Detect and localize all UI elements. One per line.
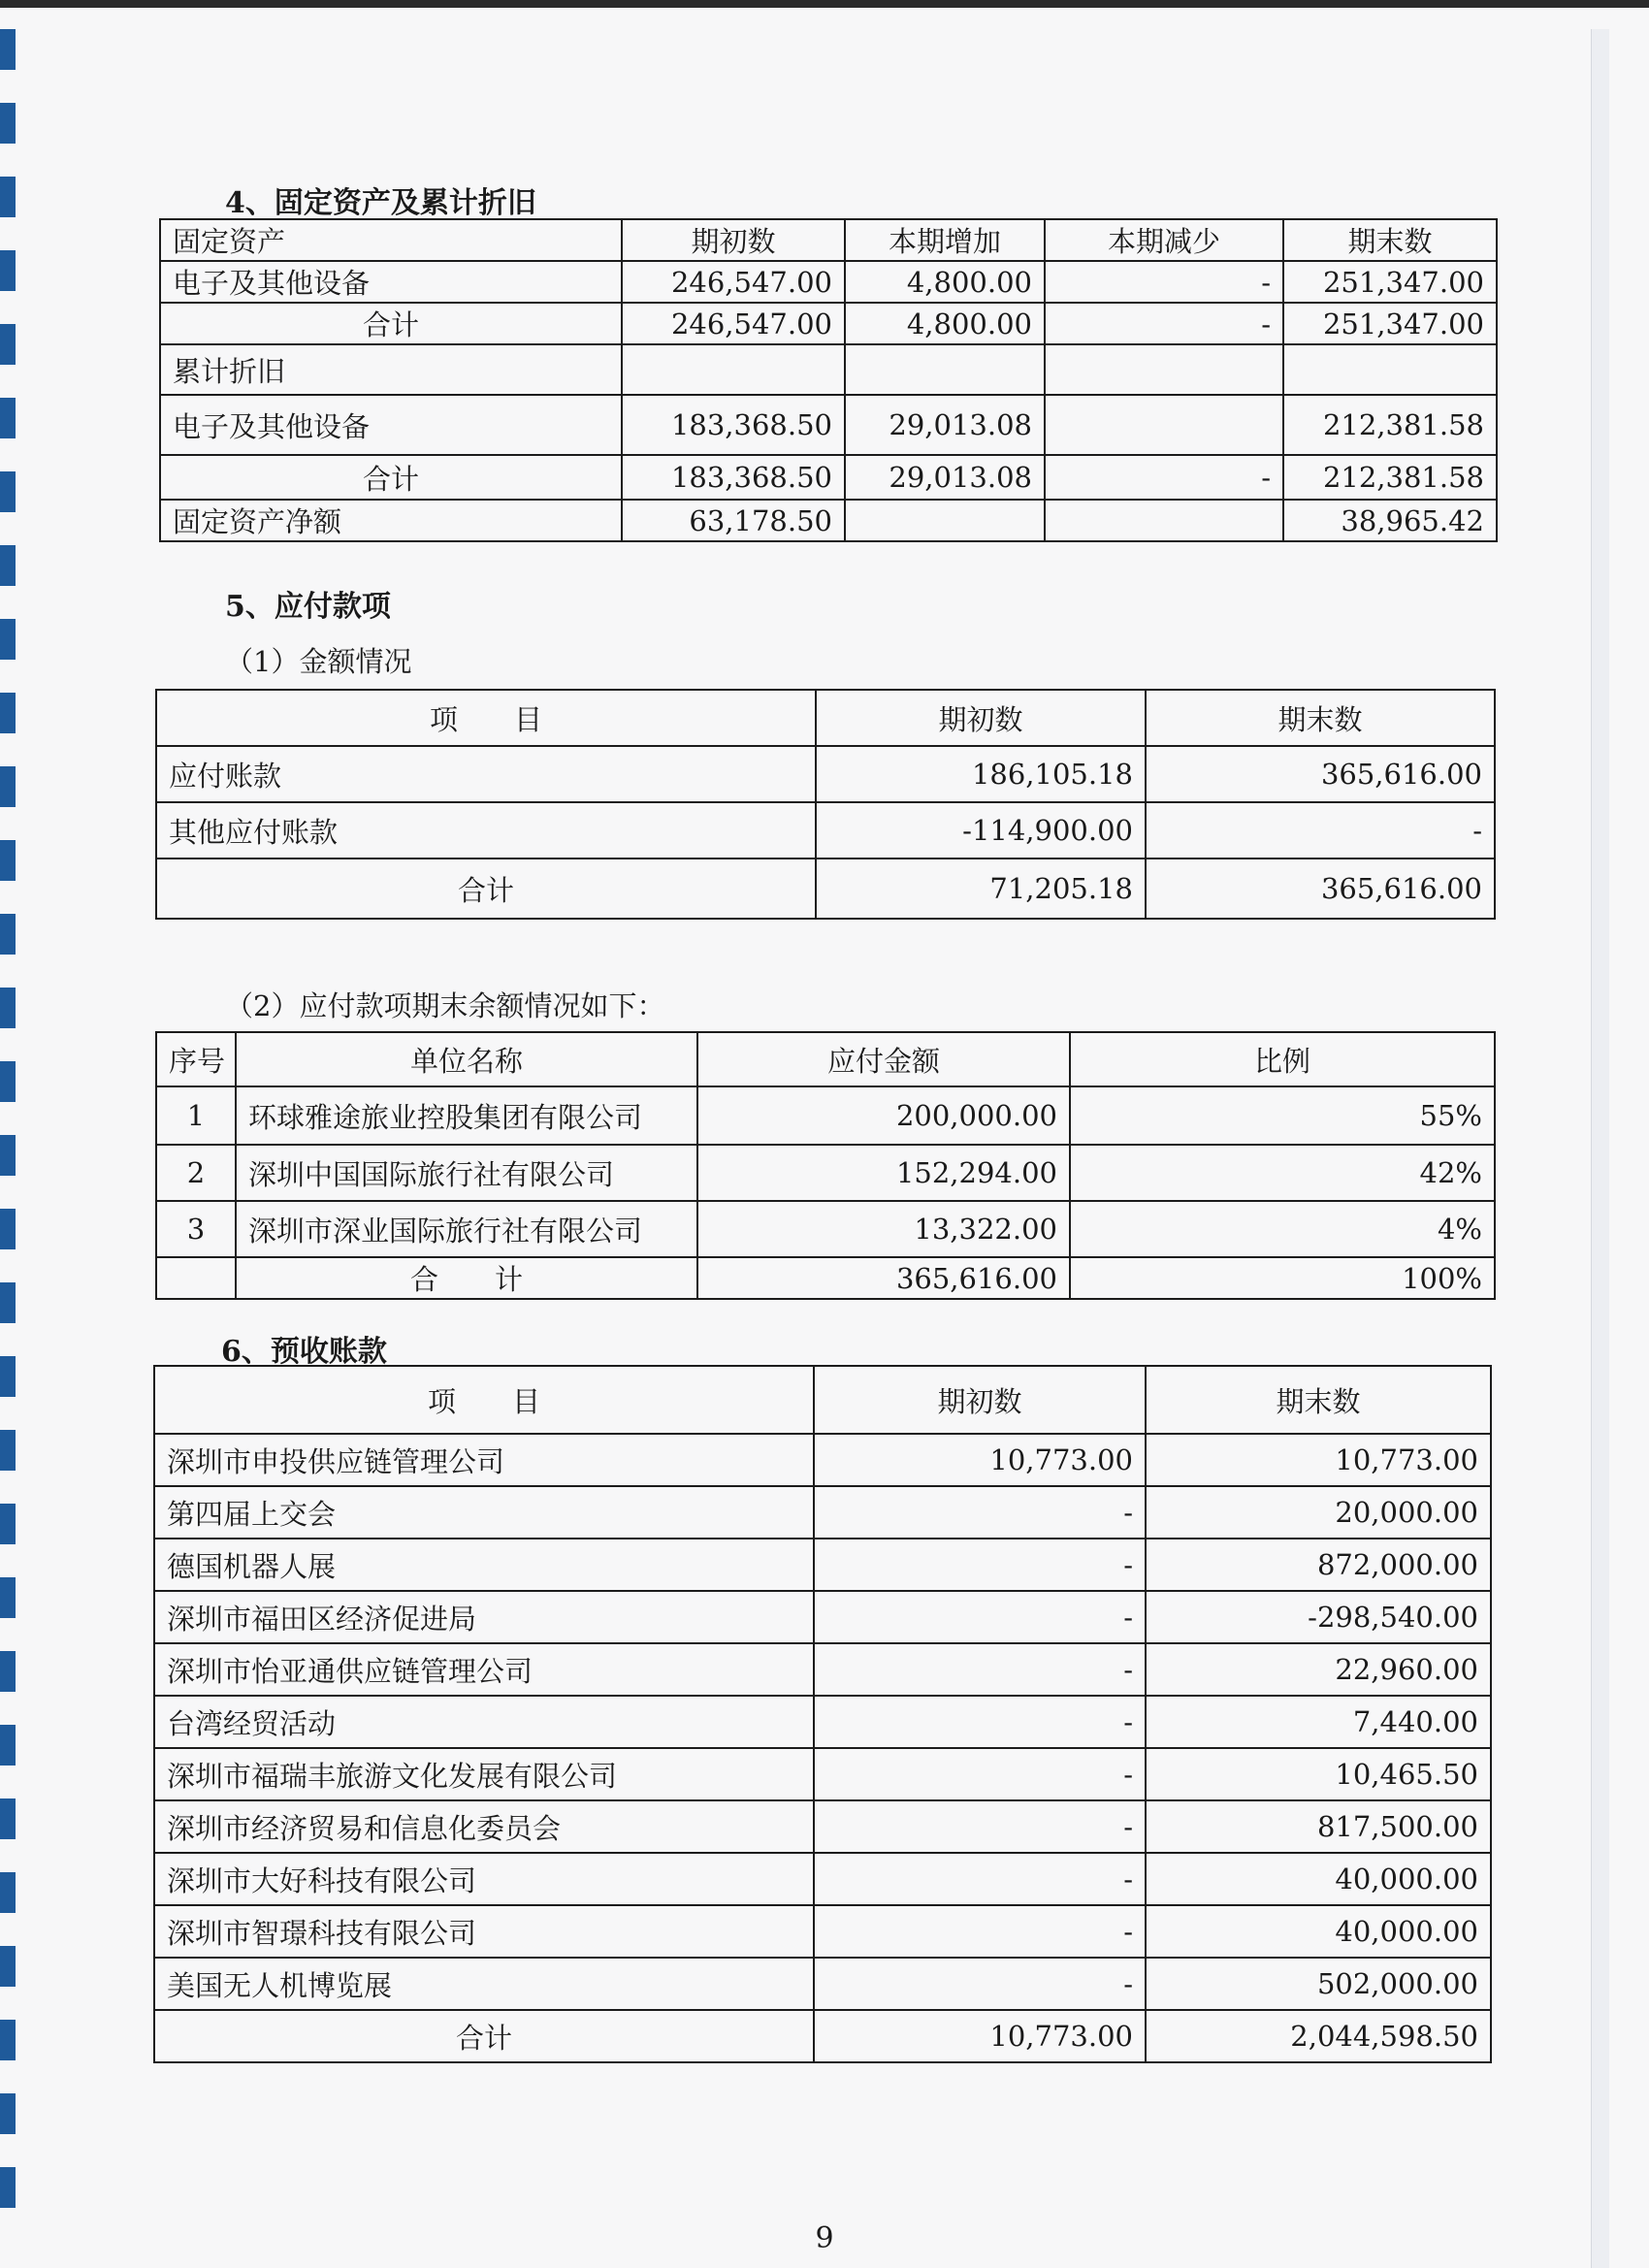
cell-value: - — [814, 1958, 1146, 2010]
cell-value: - — [814, 1800, 1146, 1853]
cell-value — [1045, 395, 1283, 455]
cell-value: 22,960.00 — [1146, 1643, 1491, 1696]
cell-value: 20,000.00 — [1146, 1486, 1491, 1539]
cell-value: 29,013.08 — [845, 455, 1045, 500]
header-cell: 期末数 — [1283, 219, 1497, 261]
row-label: 环球雅途旅业控股集团有限公司 — [236, 1086, 697, 1145]
table-row — [154, 1539, 1491, 1591]
table-row — [160, 344, 1497, 395]
cell-value: 40,000.00 — [1146, 1853, 1491, 1905]
payables-balance-table — [155, 1031, 1496, 1300]
row-label: 深圳市大好科技有限公司 — [154, 1853, 814, 1905]
cell-value — [845, 344, 1045, 395]
table-row — [154, 1958, 1491, 2010]
cell-value: - — [814, 1853, 1146, 1905]
cell-value: 365,616.00 — [1146, 746, 1495, 802]
table-row — [154, 1696, 1491, 1748]
header-cell: 序号 — [156, 1032, 236, 1086]
row-label: 合计 — [160, 303, 622, 344]
row-label: 电子及其他设备 — [160, 395, 622, 455]
cell-value: 100% — [1070, 1257, 1495, 1299]
header-cell: 本期增加 — [845, 219, 1045, 261]
cell-value: - — [814, 1591, 1146, 1643]
header-cell: 期末数 — [1146, 690, 1495, 746]
cell-value: - — [1045, 303, 1283, 344]
table-row — [156, 1145, 1495, 1201]
row-index: 3 — [156, 1201, 236, 1257]
header-cell: 期初数 — [816, 690, 1146, 746]
cell-value: 251,347.00 — [1283, 303, 1497, 344]
cell-value: 42% — [1070, 1145, 1495, 1201]
cell-value: 186,105.18 — [816, 746, 1146, 802]
advance-receipts-table — [153, 1365, 1492, 2063]
row-label: 合计 — [160, 455, 622, 500]
cell-value: - — [814, 1905, 1146, 1958]
table-row — [154, 1591, 1491, 1643]
row-label: 德国机器人展 — [154, 1539, 814, 1591]
row-index: 2 — [156, 1145, 236, 1201]
cell-value: 55% — [1070, 1086, 1495, 1145]
table-row — [154, 1643, 1491, 1696]
cell-value: - — [814, 1486, 1146, 1539]
table-row — [160, 395, 1497, 455]
table-row — [160, 303, 1497, 344]
cell-value: 200,000.00 — [697, 1086, 1070, 1145]
cell-value — [1045, 344, 1283, 395]
row-label: 应付账款 — [156, 746, 816, 802]
section-5-sub2: （2）应付款项期末余额情况如下： — [225, 989, 665, 1022]
header-cell: 项 目 — [154, 1366, 814, 1434]
cell-value: 40,000.00 — [1146, 1905, 1491, 1958]
row-label: 其他应付账款 — [156, 802, 816, 859]
cell-value: - — [814, 1696, 1146, 1748]
table-row — [156, 1257, 1495, 1299]
binding-strip — [0, 29, 19, 2260]
row-label: 电子及其他设备 — [160, 261, 622, 303]
cell-value: - — [814, 1643, 1146, 1696]
section-5-sub1: （1）金额情况 — [225, 645, 412, 678]
cell-value: 502,000.00 — [1146, 1958, 1491, 2010]
row-label: 合计 — [156, 859, 816, 919]
table-row — [154, 1905, 1491, 1958]
cell-value — [845, 500, 1045, 541]
section-6-heading: 6、预收账款 — [221, 1335, 387, 1369]
row-label: 固定资产净额 — [160, 500, 622, 541]
cell-value: - — [814, 1748, 1146, 1800]
cell-value: 4,800.00 — [845, 303, 1045, 344]
cell-value: - — [1146, 802, 1495, 859]
row-label: 深圳市福瑞丰旅游文化发展有限公司 — [154, 1748, 814, 1800]
cell-value: 71,205.18 — [816, 859, 1146, 919]
row-label: 美国无人机博览展 — [154, 1958, 814, 2010]
cell-value: 365,616.00 — [1146, 859, 1495, 919]
row-label: 累计折旧 — [160, 344, 622, 395]
table-row — [156, 1201, 1495, 1257]
table-row — [154, 1486, 1491, 1539]
row-label: 深圳市申投供应链管理公司 — [154, 1434, 814, 1486]
section-5-heading: 5、应付款项 — [225, 590, 391, 624]
table-row — [154, 1853, 1491, 1905]
header-cell: 比例 — [1070, 1032, 1495, 1086]
row-label: 合计 — [154, 2010, 814, 2062]
row-label: 深圳市怡亚通供应链管理公司 — [154, 1643, 814, 1696]
cell-value: 10,465.50 — [1146, 1748, 1491, 1800]
scan-top-edge — [0, 0, 1649, 8]
cell-value: 246,547.00 — [622, 261, 845, 303]
cell-value — [1045, 500, 1283, 541]
cell-value: - — [814, 1539, 1146, 1591]
cell-value — [622, 344, 845, 395]
table-row — [160, 455, 1497, 500]
header-cell: 本期减少 — [1045, 219, 1283, 261]
row-label: 台湾经贸活动 — [154, 1696, 814, 1748]
row-label: 深圳市福田区经济促进局 — [154, 1591, 814, 1643]
table-row — [156, 859, 1495, 919]
fixed-assets-table — [159, 218, 1498, 542]
header-cell: 固定资产 — [160, 219, 622, 261]
table-row — [156, 746, 1495, 802]
cell-value: 10,773.00 — [814, 1434, 1146, 1486]
cell-value: 183,368.50 — [622, 395, 845, 455]
table-row — [160, 261, 1497, 303]
header-cell: 单位名称 — [236, 1032, 697, 1086]
row-label: 深圳中国国际旅行社有限公司 — [236, 1145, 697, 1201]
cell-value: 152,294.00 — [697, 1145, 1070, 1201]
row-label: 深圳市深业国际旅行社有限公司 — [236, 1201, 697, 1257]
cell-value: 7,440.00 — [1146, 1696, 1491, 1748]
cell-value: 29,013.08 — [845, 395, 1045, 455]
page-number: 9 — [815, 2221, 834, 2255]
cell-value: 246,547.00 — [622, 303, 845, 344]
header-cell: 应付金额 — [697, 1032, 1070, 1086]
cell-value: - — [1045, 455, 1283, 500]
cell-value: 10,773.00 — [814, 2010, 1146, 2062]
table-row — [154, 2010, 1491, 2062]
row-label: 深圳市经济贸易和信息化委员会 — [154, 1800, 814, 1853]
header-cell: 期初数 — [622, 219, 845, 261]
table-row — [160, 500, 1497, 541]
cell-value: 4,800.00 — [845, 261, 1045, 303]
table-row — [154, 1748, 1491, 1800]
table-row — [156, 802, 1495, 859]
header-cell: 期初数 — [814, 1366, 1146, 1434]
cell-value: 38,965.42 — [1283, 500, 1497, 541]
header-cell: 期末数 — [1146, 1366, 1491, 1434]
cell-value: 817,500.00 — [1146, 1800, 1491, 1853]
row-label: 第四届上交会 — [154, 1486, 814, 1539]
cell-value: 63,178.50 — [622, 500, 845, 541]
section-4-heading: 4、固定资产及累计折旧 — [225, 186, 536, 220]
row-index: 1 — [156, 1086, 236, 1145]
cell-value: 183,368.50 — [622, 455, 845, 500]
cell-value: -298,540.00 — [1146, 1591, 1491, 1643]
cell-value: 212,381.58 — [1283, 455, 1497, 500]
row-index — [156, 1257, 236, 1299]
cell-value: 872,000.00 — [1146, 1539, 1491, 1591]
header-cell: 项 目 — [156, 690, 816, 746]
cell-value — [1283, 344, 1497, 395]
cell-value: -114,900.00 — [816, 802, 1146, 859]
cell-value: - — [1045, 261, 1283, 303]
cell-value: 13,322.00 — [697, 1201, 1070, 1257]
table-row — [154, 1800, 1491, 1853]
row-label: 深圳市智璟科技有限公司 — [154, 1905, 814, 1958]
table-row — [156, 1086, 1495, 1145]
cell-value: 4% — [1070, 1201, 1495, 1257]
cell-value: 365,616.00 — [697, 1257, 1070, 1299]
row-label: 合 计 — [236, 1257, 697, 1299]
cell-value: 251,347.00 — [1283, 261, 1497, 303]
page-right-edge — [1591, 29, 1609, 2268]
payables-amount-table — [155, 689, 1496, 920]
cell-value: 2,044,598.50 — [1146, 2010, 1491, 2062]
table-row — [154, 1434, 1491, 1486]
cell-value: 10,773.00 — [1146, 1434, 1491, 1486]
cell-value: 212,381.58 — [1283, 395, 1497, 455]
